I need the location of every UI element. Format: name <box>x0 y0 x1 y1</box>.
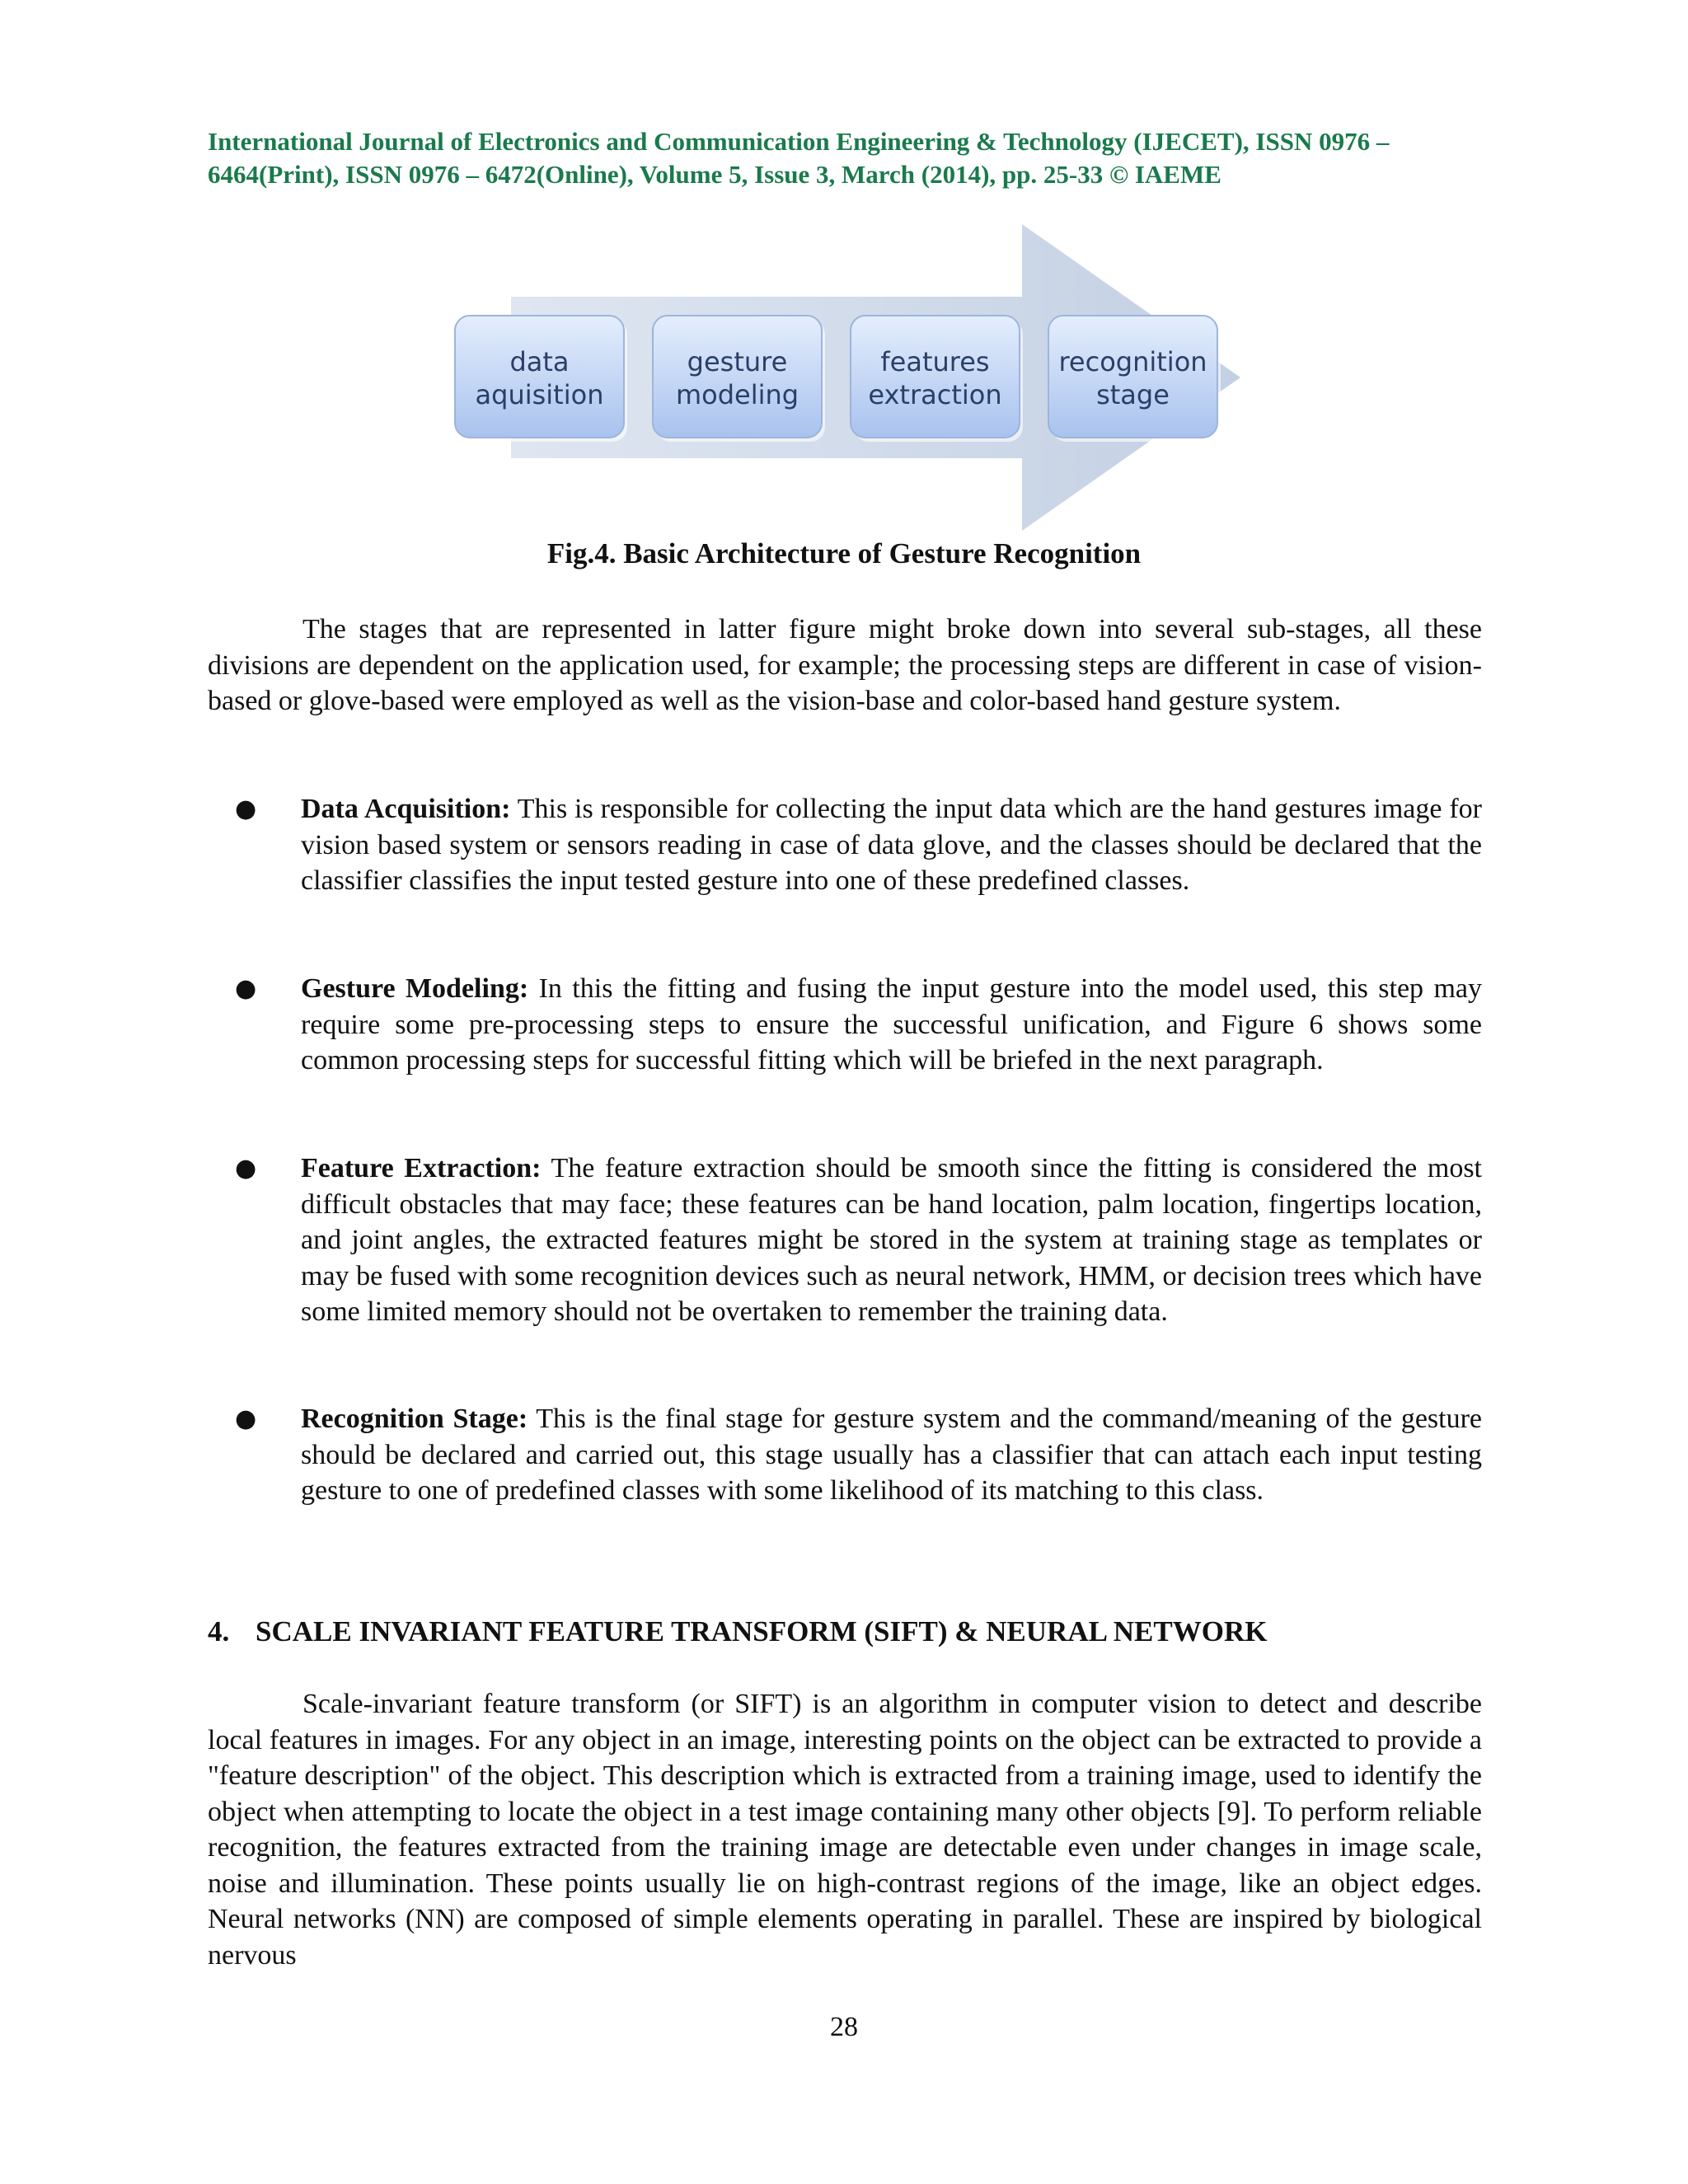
bullet-text: This is responsible for collecting the input data which are the hand gestures image for vision based system or sensors reading in case of data glove, and the classes should be declared that the classifier classifies the input tested gesture into one of these predefined classes. <box>301 794 1483 896</box>
stage-4-line-2: stage <box>1096 379 1170 410</box>
bullet-data-acquisition <box>235 791 1483 899</box>
intro-paragraph: The stages that are represented in latter figure might broke down into several sub-stages, all these divisions are dependent on the application used, for example; the processing steps are different in case of vision-based or glove-based were employed as well as the vision-base and color-based hand gesture system. <box>208 614 1482 716</box>
bullet-text: In this the fitting and fusing the input gesture into the model used, this step may require some pre-processing steps to ensure the successful unification, and Figure 6 shows some common processing steps for successful fitting which will be briefed in the next paragraph. <box>301 973 1482 1076</box>
bullet-text: This is the final stage for gesture system and the command/meaning of the gesture should be declared and carried out, this stage usually has a classifier that can attach each input testing gesture to one of predefined classes with some likelihood of its matching to this class. <box>301 1404 1482 1506</box>
stage-2-line-1: gesture <box>687 346 788 377</box>
bullet-term: Data Acquisition: <box>301 794 511 824</box>
section-title-text: SCALE INVARIANT FEATURE TRANSFORM (SIFT) & NEURAL NETWORK <box>256 1615 1268 1647</box>
stage-3-line-1: features <box>880 346 990 377</box>
bullet-dot-icon: ● <box>235 1404 257 1433</box>
stage-box-features-extraction <box>851 316 1023 442</box>
bullet-text: The feature extraction should be smooth since the fitting is considered the most difficult obstacles that may face; these features can be hand location, palm location, fingertips location, and joint angles, the extracted features might be stored in the system at training stage as templates or may be fused with some recognition devices such as neural network, HMM, or decision trees which have some limited memory should not be overtaken to remember the training data. <box>301 1153 1482 1327</box>
journal-header <box>208 125 1482 191</box>
bullet-dot-icon: ● <box>235 974 257 1003</box>
bullet-term: Gesture Modeling: <box>301 973 529 1004</box>
page-number: 28 <box>830 2012 858 2042</box>
stage-1-line-1: data <box>509 346 570 377</box>
section-heading <box>208 1614 1482 1650</box>
bullet-dot-icon: ● <box>235 794 257 823</box>
sift-paragraph: Scale-invariant feature transform (or SIFT) is an algorithm in computer vision to detect and describe local features in images. For any object in an image, interesting points on the object can be extracted to provide a "feature description" of the object. This description which is extracted from a training image, used to identify the object when attempting to locate the object in a test image containing many other objects [9]. To perform reliable recognition, the features extracted from the training image are detectable even under changes in image scale, noise and illumination. These points usually lie on high-contrast regions of the image, like an object edges. Neural networks (NN) are composed of simple elements operating in parallel. These are inspired by biological nervous <box>208 1689 1482 1971</box>
gesture-architecture-diagram <box>445 221 1253 534</box>
figure-caption: Fig.4. Basic Architecture of Gesture Recognition <box>546 537 1142 569</box>
stage-box-gesture-modeling <box>653 316 825 442</box>
bullet-feature-extraction <box>235 1151 1482 1330</box>
bullet-gesture-modeling <box>235 971 1482 1079</box>
header-line-1: International Journal of Electronics and Communication Engineering & Technology (IJECET), ISSN 0976 – <box>208 127 1390 156</box>
bullet-recognition-stage <box>235 1401 1482 1509</box>
stage-box-recognition-stage <box>1048 316 1221 442</box>
stage-3-line-2: extraction <box>868 379 1002 410</box>
bullet-dot-icon: ● <box>235 1154 257 1183</box>
header-line-2: 6464(Print), ISSN 0976 – 6472(Online), Volume 5, Issue 3, March (2014), pp. 25-33 © IAEME <box>208 160 1221 189</box>
section-number: 4. <box>208 1615 230 1647</box>
stage-4-line-1: recognition <box>1058 346 1207 377</box>
stage-2-line-2: modeling <box>675 379 799 410</box>
stage-box-data-acquisition <box>455 316 627 442</box>
stage-1-line-2: aquisition <box>475 379 604 410</box>
bullet-term: Feature Extraction: <box>301 1153 542 1183</box>
bullet-term: Recognition Stage: <box>301 1404 528 1434</box>
